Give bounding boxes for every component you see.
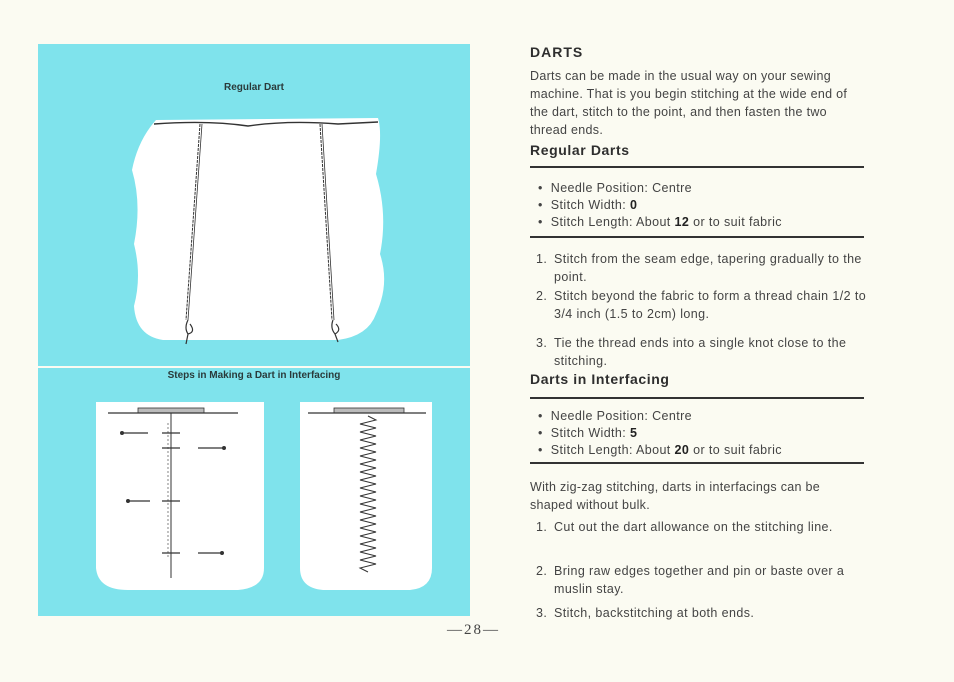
- divider: [530, 397, 864, 399]
- interfacing-dart-caption: Steps in Making a Dart in Interfacing: [167, 370, 341, 381]
- interfacing-darts-heading: Darts in Interfacing: [530, 371, 670, 387]
- page-number: —28—: [447, 622, 500, 638]
- setting-stitch-length: • Stitch Length: About 20 or to suit fabric: [538, 442, 782, 459]
- setting-stitch-width: • Stitch Width: 0: [538, 197, 782, 214]
- regular-step-2: 2. Stitch beyond the fabric to form a thread chain 1/2 to 3/4 inch (1.5 to 2cm) long.: [536, 289, 867, 321]
- interfacing-step-2: 2. Bring raw edges together and pin or baste over a muslin stay.: [536, 564, 845, 596]
- setting-needle-position: • Needle Position: Centre: [538, 180, 782, 197]
- regular-dart-caption: Regular Dart: [223, 82, 284, 93]
- regular-darts-settings: [538, 180, 782, 231]
- interfacing-intro: With zig-zag stitching, darts in interfacings can be shaped without bulk.: [530, 480, 821, 512]
- setting-stitch-width: • Stitch Width: 5: [538, 425, 782, 442]
- interfacing-dart-illustration: [38, 368, 470, 616]
- regular-dart-illustration: [38, 44, 470, 366]
- setting-needle-position: • Needle Position: Centre: [538, 408, 782, 425]
- regular-step-3: 3. Tie the thread ends into a single knot close to the stitching.: [536, 336, 847, 368]
- regular-darts-heading: Regular Darts: [530, 142, 630, 158]
- divider: [530, 236, 864, 238]
- regular-step-1: 1. Stitch from the seam edge, tapering gradually to the point.: [536, 252, 862, 284]
- divider: [530, 462, 864, 464]
- regular-dart-figure-panel: [38, 44, 470, 366]
- darts-intro: Darts can be made in the usual way on your sewing machine. That is you begin stitching at the wide end of the dart, stitch to the point, and then fasten the two thread ends.: [530, 69, 848, 137]
- darts-heading: DARTS: [530, 44, 584, 60]
- interfacing-step-3: 3. Stitch, backstitching at both ends.: [536, 606, 755, 620]
- interfacing-darts-settings: [538, 408, 782, 459]
- interfacing-step-1: 1. Cut out the dart allowance on the stitching line.: [536, 520, 833, 534]
- divider: [530, 166, 864, 168]
- setting-stitch-length: • Stitch Length: About 12 or to suit fabric: [538, 214, 782, 231]
- interfacing-dart-figure-panel: [38, 368, 470, 616]
